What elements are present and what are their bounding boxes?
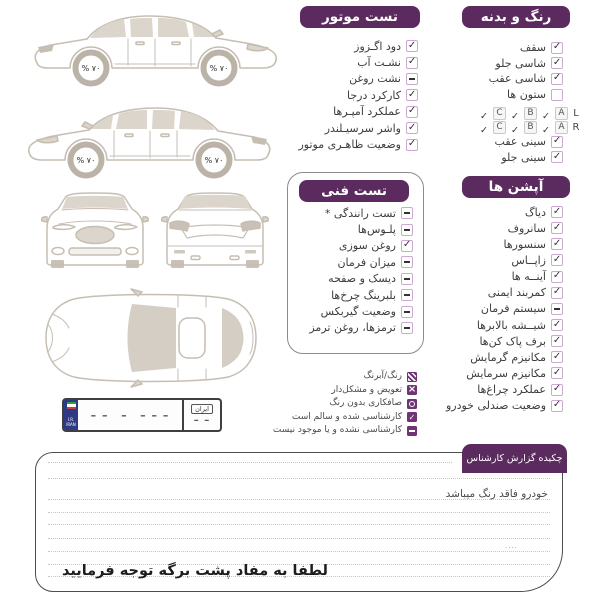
tire-tread-label: % ۷۰ xyxy=(76,156,96,165)
checklist-label: عملکرد چراغ‌ها xyxy=(477,383,546,397)
car-front-view-icon xyxy=(38,190,152,274)
checkbox[interactable] xyxy=(406,57,418,69)
checklist-item[interactable] xyxy=(393,382,563,398)
checklist-label: شیــشه بالابرها xyxy=(476,318,546,332)
checklist-item[interactable] xyxy=(291,221,413,237)
license-plate xyxy=(62,398,222,432)
stray-mark: ···· xyxy=(505,544,518,552)
checkbox[interactable] xyxy=(551,367,563,379)
technical-test-header: تست فنی xyxy=(299,180,409,202)
pillar-letter-box[interactable]: C xyxy=(493,107,506,120)
pillar-row xyxy=(460,120,580,134)
checkbox[interactable] xyxy=(551,238,563,250)
checklist-item[interactable] xyxy=(418,40,563,56)
checklist-label: سنسورها xyxy=(503,237,546,251)
checkbox[interactable] xyxy=(551,222,563,234)
car-side-view-right-icon xyxy=(25,6,290,96)
checklist-item[interactable] xyxy=(268,71,418,87)
checklist-label: نشـت آب xyxy=(357,56,401,70)
checklist-item[interactable] xyxy=(291,287,413,303)
legend-label: کارشناسی نشده و یا موجود نیست xyxy=(272,425,402,436)
checkbox[interactable] xyxy=(551,351,563,363)
checklist-label: پلـوس‌ها xyxy=(357,223,396,237)
legend-label: کارشناسی شده و سالم است xyxy=(291,411,402,422)
expert-note: خودرو فاقد رنگ میباشد xyxy=(445,488,548,500)
plate-region-label: ایران xyxy=(191,404,213,414)
checklist-label: برف پاک کن‌ها xyxy=(479,334,546,348)
checklist-item[interactable] xyxy=(393,365,563,381)
options-header: آپشن ها xyxy=(462,176,570,198)
checkbox[interactable] xyxy=(551,206,563,218)
checklist-item[interactable] xyxy=(291,271,413,287)
pillar-letter-box[interactable]: B xyxy=(524,107,537,120)
pillar-rows xyxy=(460,106,580,134)
checklist-label: شاسی عقب xyxy=(488,72,546,86)
checklist-item[interactable] xyxy=(268,104,418,120)
car-top-view-icon xyxy=(38,288,266,388)
checklist-label: زاپــاس xyxy=(511,253,546,267)
pillar-row xyxy=(460,106,580,120)
x-icon xyxy=(407,385,417,395)
dotted-line xyxy=(48,551,550,552)
checkbox[interactable] xyxy=(401,224,413,236)
checkbox[interactable] xyxy=(401,256,413,268)
checklist-item[interactable] xyxy=(268,87,418,103)
legend-item xyxy=(242,384,417,398)
legend-item xyxy=(242,411,417,425)
tire-tread-label: % ۷۰ xyxy=(81,64,101,73)
checklist-label: سینی جلو xyxy=(501,150,546,164)
checklist-item[interactable] xyxy=(393,349,563,365)
checkbox[interactable] xyxy=(551,303,563,315)
checkbox[interactable] xyxy=(401,322,413,334)
checklist-label: نشت روغن xyxy=(349,72,401,86)
checklist-label: سینی عقب xyxy=(494,135,546,149)
plate-serial-group: – xyxy=(121,408,128,422)
dotted-line xyxy=(48,478,550,479)
checkbox[interactable] xyxy=(551,136,563,148)
hatch-icon xyxy=(407,372,417,382)
checkbox[interactable] xyxy=(551,254,563,266)
checklist-label: دیسک و صفحه xyxy=(328,272,396,286)
checkbox[interactable] xyxy=(551,73,563,85)
checklist-label: سانروف xyxy=(507,221,546,235)
checklist-label: وضعیت گیربکس xyxy=(320,305,396,319)
checkbox[interactable] xyxy=(551,287,563,299)
checkbox[interactable] xyxy=(401,289,413,301)
checklist-label: ترمزها، روغن ترمز xyxy=(309,321,396,335)
checklist-label: شاسی جلو xyxy=(495,56,546,70)
checkbox[interactable] xyxy=(406,40,418,52)
iran-flag-icon xyxy=(67,402,76,409)
checklist-label: بلبرینگ چرخ‌ها xyxy=(331,288,396,302)
checklist-label: مکانیزم سرمایش xyxy=(466,366,546,380)
checklist-item[interactable] xyxy=(291,238,413,254)
checkbox[interactable] xyxy=(551,42,563,54)
checklist-label: مکانیزم گرمایش xyxy=(470,350,546,364)
checkbox[interactable] xyxy=(401,306,413,318)
plate-region-serial: – – xyxy=(193,415,211,427)
checkbox[interactable] xyxy=(401,240,413,252)
checklist-item[interactable] xyxy=(418,87,563,103)
back-page-notice: لطفا به مفاد پشت برگه توجه فرمایید xyxy=(62,563,328,579)
tire-tread-label: % ۷۰ xyxy=(204,156,224,165)
legend-item xyxy=(242,370,417,384)
dash-icon xyxy=(407,426,417,436)
engine-test-header: تست موتور xyxy=(300,6,420,28)
checkbox[interactable] xyxy=(406,89,418,101)
checklist-label: تست رانندگی * xyxy=(324,206,396,220)
checklist-label: کمربند ایمنی xyxy=(487,286,546,300)
plate-band-label: I.R. IRAN xyxy=(66,417,76,428)
checkbox[interactable] xyxy=(551,271,563,283)
checkbox[interactable] xyxy=(551,384,563,396)
pillar-side-label: R xyxy=(572,121,580,133)
checkbox[interactable] xyxy=(401,273,413,285)
checklist-label: سقف xyxy=(519,41,546,55)
checklist-label: دیاگ xyxy=(524,205,546,219)
body-paint-list-top xyxy=(418,40,563,102)
body-paint-header: رنگ و بدنه xyxy=(462,6,570,28)
body-paint-list-bottom xyxy=(418,134,563,165)
checklist-item[interactable] xyxy=(393,398,563,414)
tire-tread-label: % ۷۰ xyxy=(209,64,229,73)
checklist-item[interactable] xyxy=(418,134,563,150)
checklist-label: دود اگـزوز xyxy=(354,39,401,53)
checkbox[interactable] xyxy=(551,151,563,163)
checklist-label: میزان فرمان xyxy=(337,255,396,269)
legend-list xyxy=(242,370,417,438)
dotted-line xyxy=(48,538,550,539)
checklist-label: سیستم فرمان xyxy=(480,302,546,316)
car-rear-view-icon xyxy=(158,190,272,274)
pillar-letter-box[interactable]: A xyxy=(555,121,568,134)
checkbox[interactable] xyxy=(406,106,418,118)
pillar-letter-box[interactable]: B xyxy=(524,121,537,134)
checklist-label: وضعیت صندلی خودرو xyxy=(445,399,546,413)
plate-serial-area xyxy=(78,400,182,430)
checklist-item[interactable] xyxy=(291,205,413,221)
legend-label: صافکاری بدون رنگ xyxy=(329,398,402,409)
checklist-item[interactable] xyxy=(268,38,418,54)
checklist-item[interactable] xyxy=(291,320,413,336)
checklist-label: وضعیت ظاهـری موتور xyxy=(298,138,401,152)
dotted-line xyxy=(48,512,550,513)
checklist-item[interactable] xyxy=(418,71,563,87)
checkbox[interactable] xyxy=(551,319,563,331)
plate-serial-group: – – xyxy=(90,408,109,422)
checkbox[interactable] xyxy=(551,57,563,69)
checklist-item[interactable] xyxy=(268,54,418,70)
dotted-line xyxy=(48,462,452,463)
legend-item xyxy=(242,424,417,438)
checklist-item[interactable] xyxy=(418,56,563,72)
checklist-item[interactable] xyxy=(291,254,413,270)
checkbox[interactable] xyxy=(401,207,413,219)
technical-test-list xyxy=(291,205,413,336)
circle-icon xyxy=(407,399,417,409)
checklist-item[interactable] xyxy=(418,150,563,166)
checklist-item[interactable] xyxy=(268,136,418,152)
checklist-label: روغن سوزی xyxy=(338,239,396,253)
pillar-letter-box[interactable]: C xyxy=(493,121,506,134)
checkbox[interactable] xyxy=(406,73,418,85)
pillar-letter-box[interactable]: A xyxy=(555,107,568,120)
checklist-label: ستون ها xyxy=(507,88,546,102)
checkbox[interactable] xyxy=(551,400,563,412)
checkbox[interactable] xyxy=(551,89,563,101)
engine-test-list xyxy=(268,38,418,153)
car-side-view-left-icon xyxy=(15,98,280,188)
dotted-line xyxy=(48,524,550,525)
summary-tab xyxy=(462,444,567,473)
checkbox[interactable] xyxy=(406,139,418,151)
checklist-label: عملکرد آمپـرها xyxy=(333,105,401,119)
checklist-label: آینــه ها xyxy=(511,270,546,284)
legend-item xyxy=(242,397,417,411)
check-icon xyxy=(407,412,417,422)
plate-flag-band xyxy=(64,400,78,430)
checklist-item[interactable] xyxy=(268,120,418,136)
legend-label: تعویض و مشکل‌دار xyxy=(331,384,402,395)
checkbox[interactable] xyxy=(406,122,418,134)
checklist-label: کارکرد درجا xyxy=(347,88,401,102)
checklist-label: واشر سرسیـلندر xyxy=(324,121,401,135)
checkbox[interactable] xyxy=(551,335,563,347)
pillar-side-label: L xyxy=(573,107,579,119)
plate-region-area xyxy=(182,400,220,430)
summary-tab-title: چکیده گزارش کارشناس xyxy=(466,453,563,464)
plate-serial-group: – – – xyxy=(140,408,170,422)
checklist-item[interactable] xyxy=(291,303,413,319)
legend-label: رنگ/آبرنگ xyxy=(363,371,402,382)
